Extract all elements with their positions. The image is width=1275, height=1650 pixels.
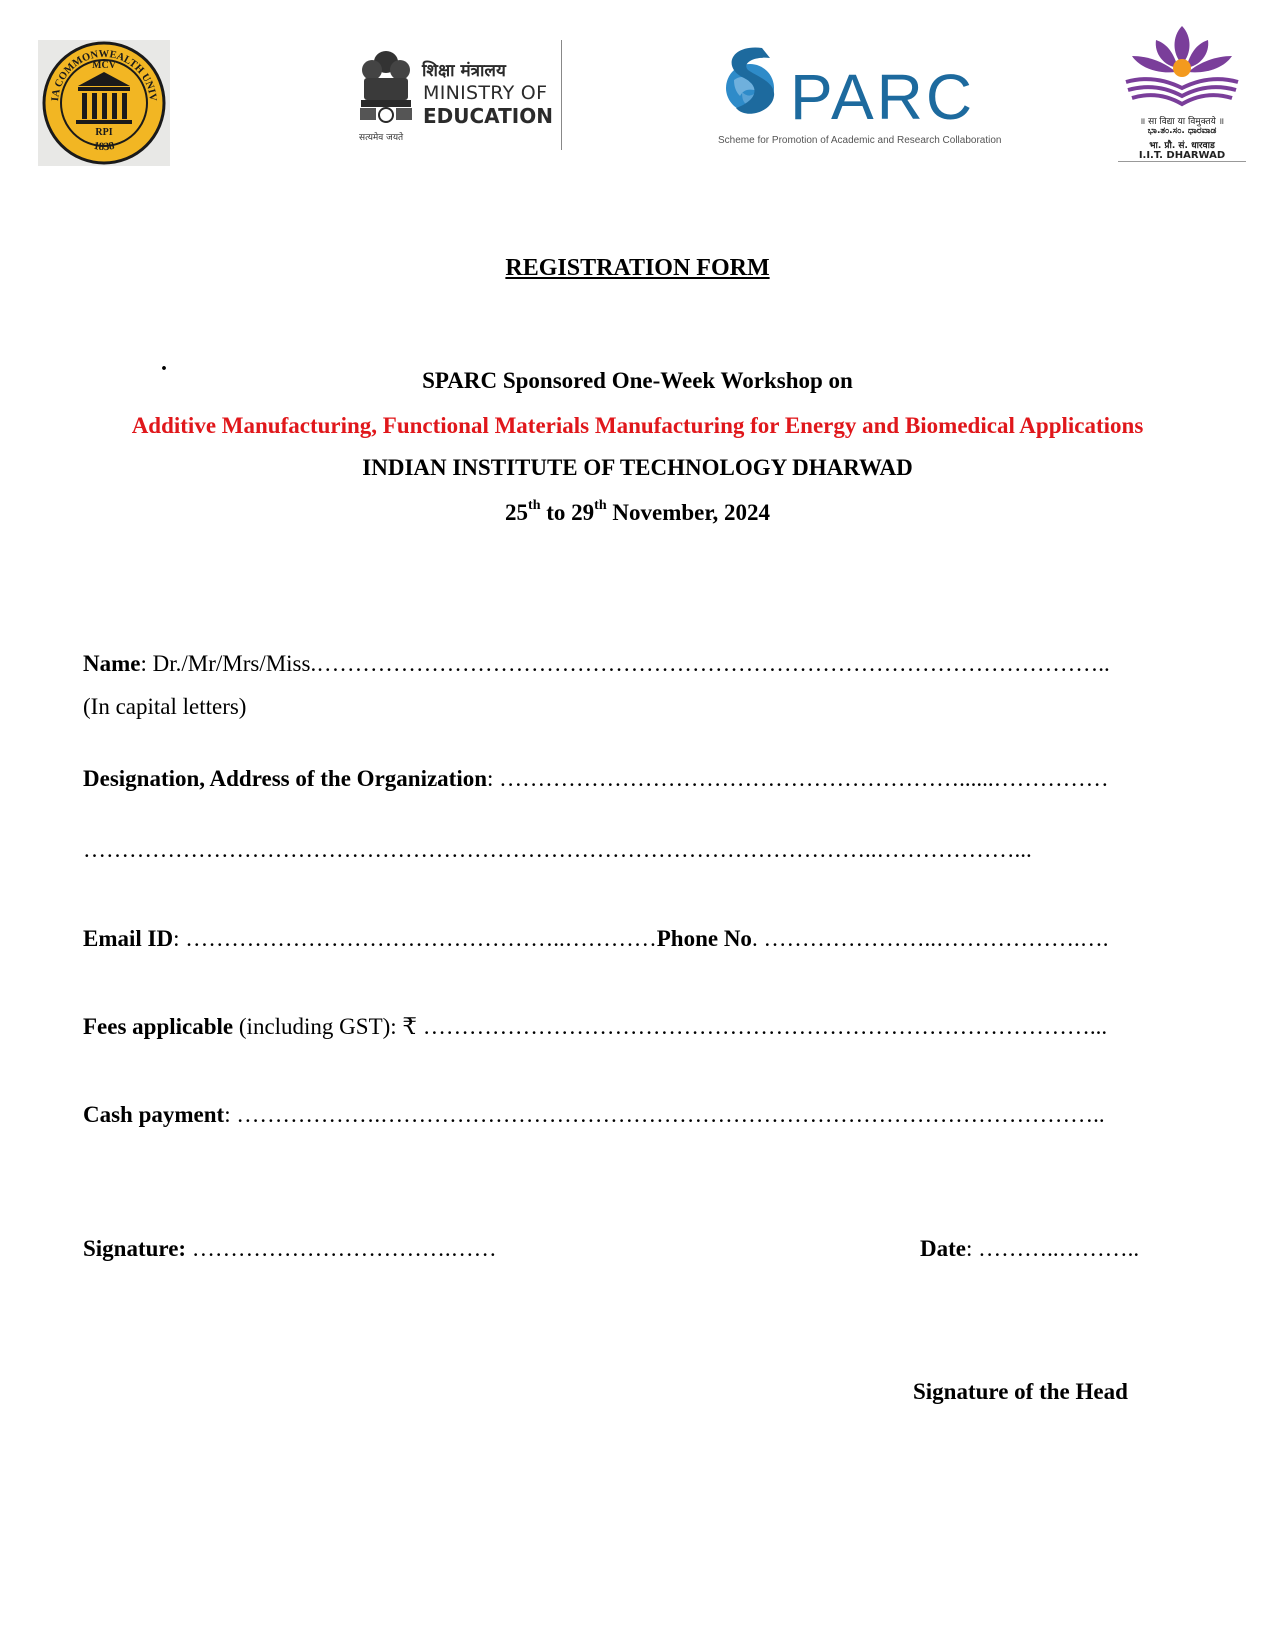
- iit-kannada-name: ಭಾ.ತಂ.ಸಂ. ಧಾರವಾಡ: [1147, 126, 1217, 136]
- institute-name: INDIAN INSTITUTE OF TECHNOLOGY DHARWAD: [362, 455, 913, 480]
- email-phone-row: Email ID: …………………………………………..…………Phone No. …………………..……………….….: [83, 926, 1109, 951]
- vcu-logo: [38, 40, 170, 166]
- iit-motto: ॥ सा विद्या या विमुक्तये ॥: [1139, 117, 1225, 127]
- fees-input-line[interactable]: ……………………………………………………………………………...: [422, 1014, 1108, 1039]
- email-label: Email ID: [83, 926, 174, 951]
- designation-field[interactable]: Designation, Address of the Organization: ……………………………………………………......……………: [83, 766, 1109, 791]
- moe-motto: सत्यमेव जयते: [359, 133, 404, 143]
- phone-label: Phone No: [656, 926, 752, 951]
- email-input-line[interactable]: …………………………………………..…………: [179, 926, 657, 951]
- fees-label: Fees applicable: [83, 1014, 234, 1039]
- fees-field[interactable]: [83, 1015, 1107, 1038]
- date-input-line[interactable]: ………..………..: [972, 1236, 1140, 1261]
- moe-name-line2: EDUCATION: [423, 104, 553, 128]
- iit-hindi-name: भा. प्रौ. सं. धारवाड: [1149, 141, 1215, 151]
- workshop-intro: SPARC Sponsored One-Week Workshop on: [422, 368, 853, 393]
- name-label: Name: [83, 651, 141, 676]
- workshop-dates: 25th to 29th November, 2024: [505, 498, 770, 525]
- workshop-topic: Additive Manufacturing, Functional Materials Manufacturing for Energy and Biomedical Applications: [131, 413, 1144, 438]
- svg-text:1838: 1838: [92, 139, 116, 154]
- signature-label: Signature:: [83, 1236, 187, 1261]
- svg-text:MCV: MCV: [92, 60, 116, 71]
- designation-label: Designation, Address of the Organization: [83, 766, 488, 791]
- sparc-tagline: Scheme for Promotion of Academic and Research Collaboration: [718, 135, 1002, 146]
- svg-text:VIRGINIA COMMONWEALTH UNIVERSI: IA COMMONWEALTH UNIV: [50, 48, 159, 102]
- form-title: REGISTRATION FORM: [505, 255, 770, 281]
- ministry-of-education-logo: [356, 40, 564, 150]
- designation-input-line[interactable]: ……………………………………………………......……………: [493, 766, 1109, 791]
- sparc-wordmark: PARC: [790, 61, 976, 133]
- head-signature-label: Signature of the Head: [913, 1379, 1128, 1404]
- svg-text:RPI: RPI: [95, 127, 113, 138]
- sparc-logo: [712, 40, 1002, 152]
- name-prefix: Dr./Mr/Mrs/Miss.: [146, 651, 317, 676]
- date-label: Date: [920, 1236, 966, 1261]
- cash-label: Cash payment: [83, 1102, 225, 1127]
- signature-field[interactable]: [83, 1237, 497, 1260]
- moe-hindi-name: शिक्षा मंत्रालय: [422, 61, 506, 81]
- fees-sub-label: (including GST): ₹: [233, 1014, 423, 1039]
- iit-dharwad-logo: [1118, 24, 1246, 164]
- moe-divider: [561, 40, 562, 150]
- date-field[interactable]: Date: ………..………..: [920, 1236, 1140, 1261]
- cash-field[interactable]: Cash payment: ……………….…………………………………………………………………………………..: [83, 1102, 1105, 1127]
- vcu-seal-icon: [38, 40, 170, 166]
- iit-english-name: I.I.T. DHARWAD: [1118, 150, 1246, 162]
- phone-input-line[interactable]: …………………..……………….….: [757, 926, 1109, 951]
- cash-input-line[interactable]: ……………….…………………………………………………………………………………..: [230, 1102, 1105, 1127]
- designation-input-line-2[interactable]: …………………………………………………………………………………………..………………...: [83, 837, 1032, 862]
- name-note: (In capital letters): [83, 694, 247, 719]
- lotus-book-icon: [1118, 24, 1246, 116]
- national-emblem-icon: [356, 46, 416, 134]
- name-field[interactable]: Name: Dr./Mr/Mrs/Miss.…………………………………………………………………………………………..: [83, 651, 1110, 676]
- signature-input-line[interactable]: …………………………….……: [186, 1236, 497, 1261]
- name-input-line[interactable]: …………………………………………………………………………………………..: [316, 651, 1110, 676]
- moe-name-line1: MINISTRY OF: [423, 82, 548, 104]
- stray-mark: .: [161, 350, 167, 376]
- sparc-globe-icon: [712, 40, 792, 136]
